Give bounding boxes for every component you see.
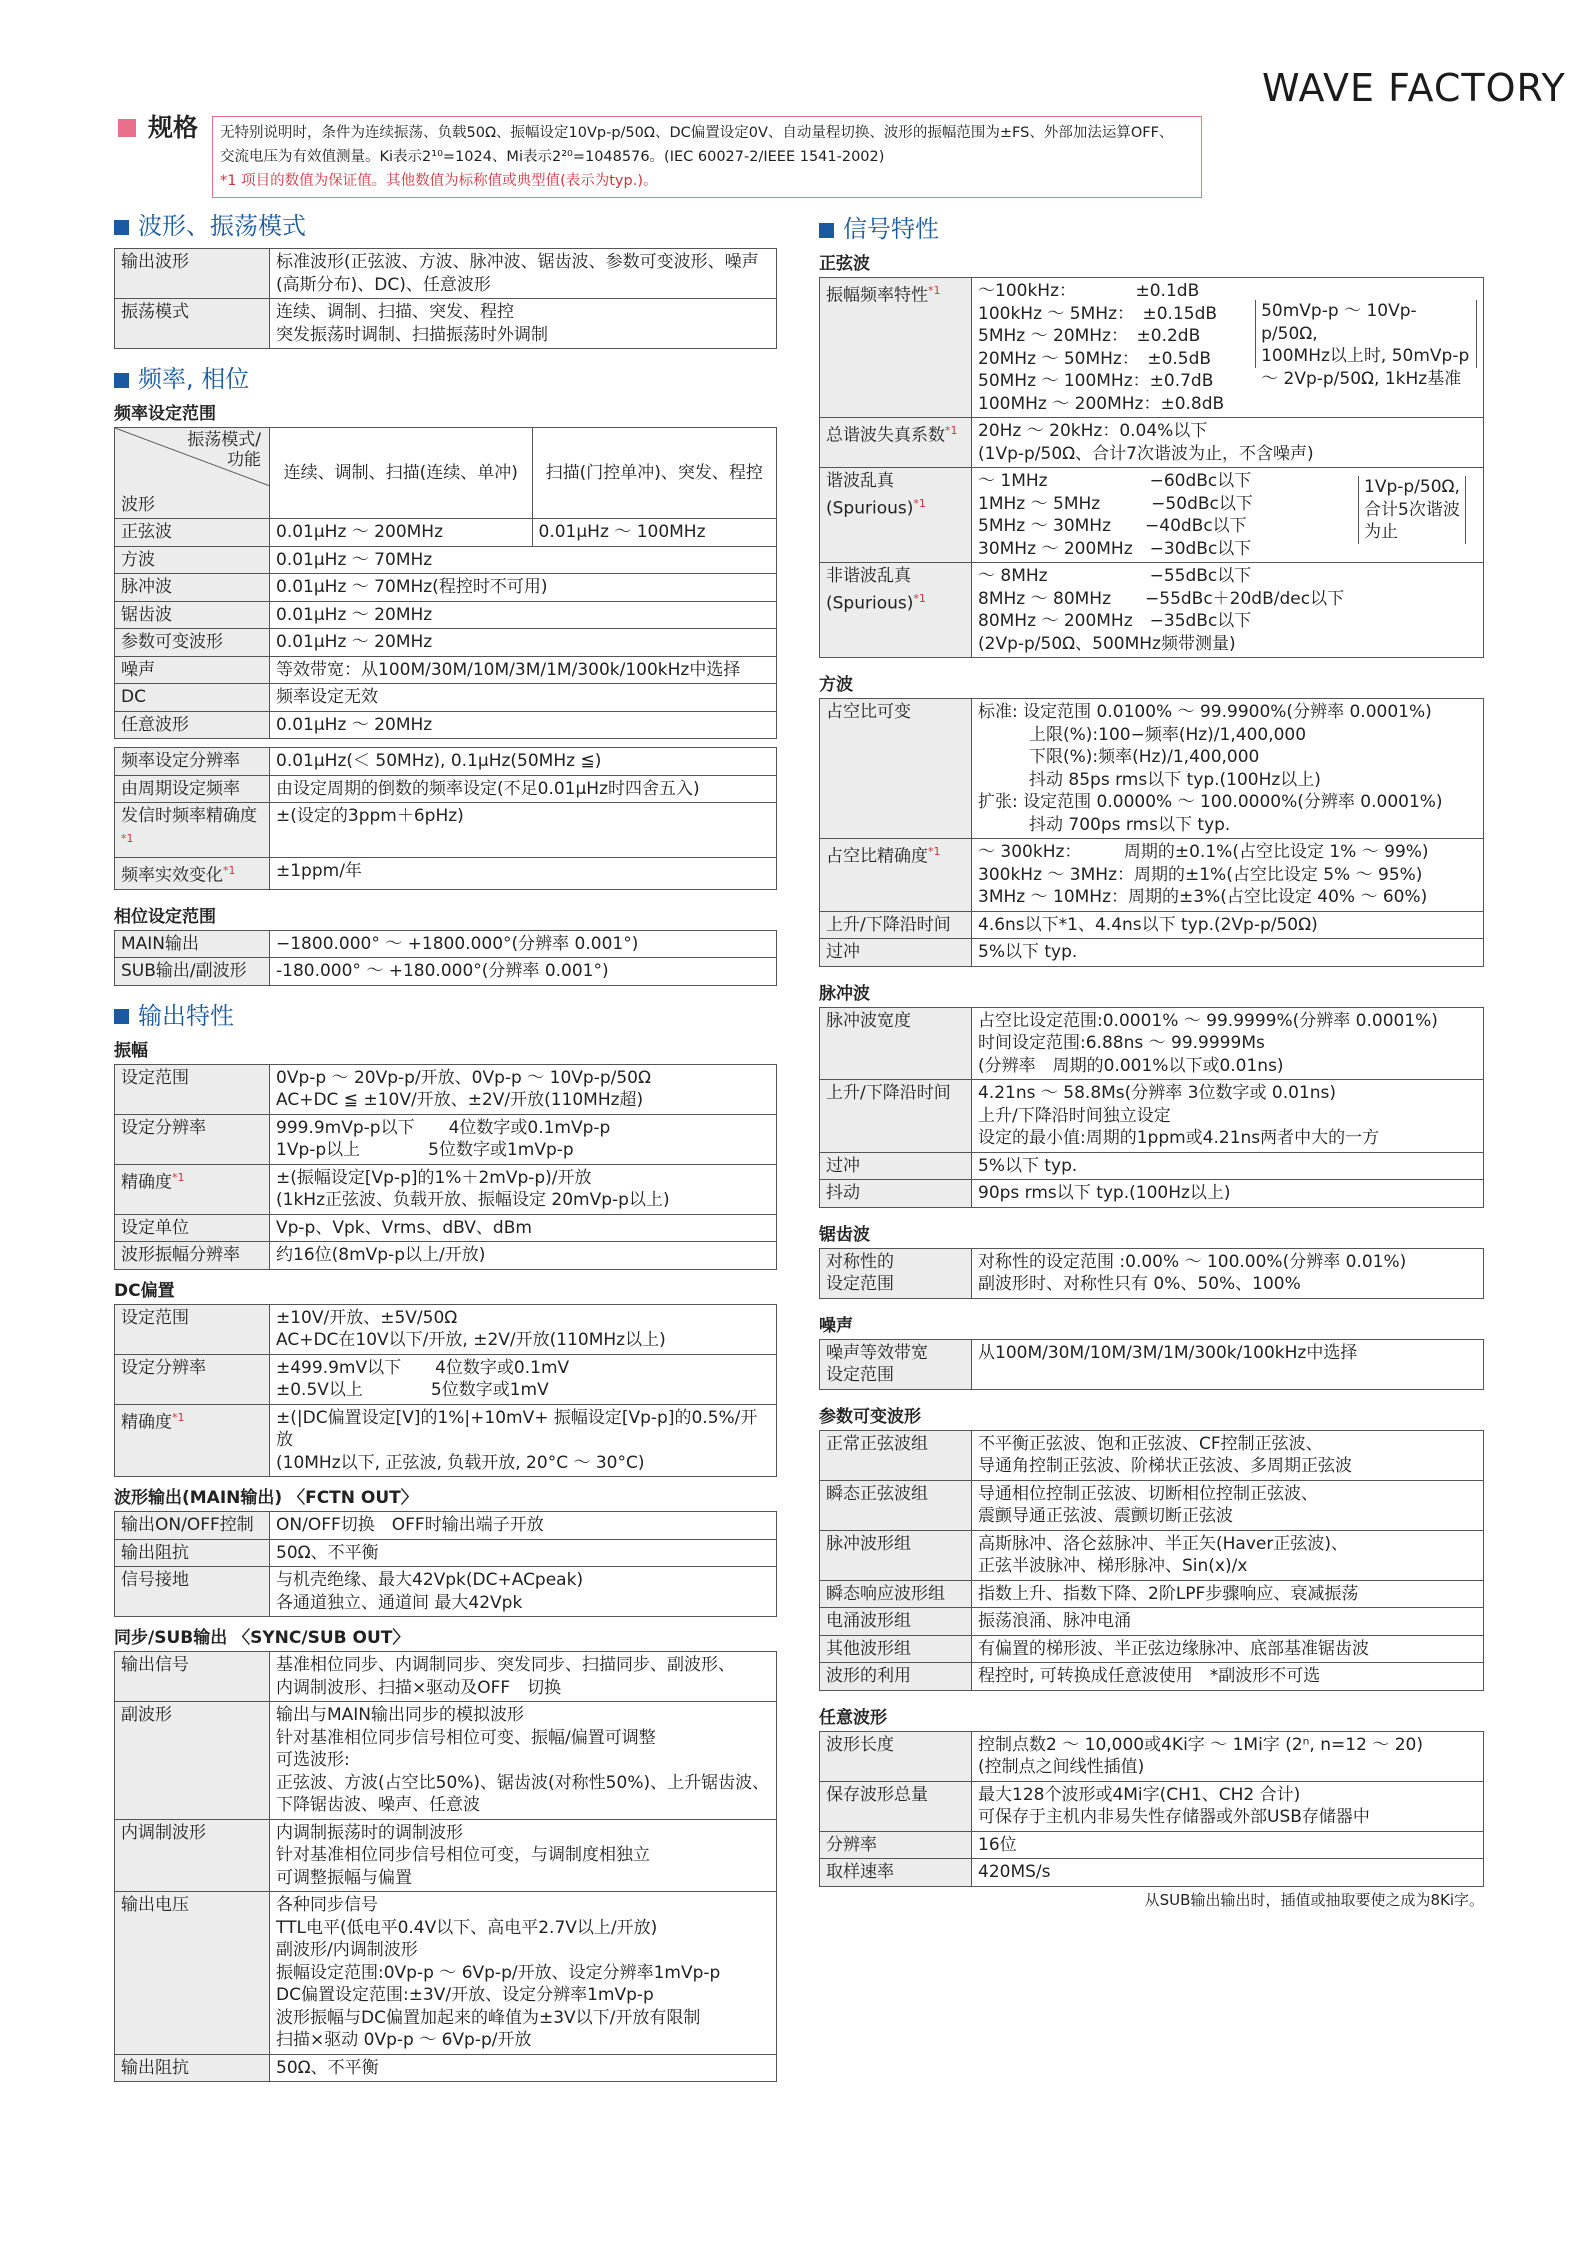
- table-row: [115, 748, 777, 776]
- table-row: [115, 546, 777, 574]
- row-value: 占空比设定范围:0.0001% ～ 99.9999%(分辨率 0.0001%) 时间设定范围:6.88ns ～ 99.9999Ms (分辨率 周期的0.001%以下或0.01ns): [972, 1007, 1484, 1080]
- row-note: 50mVp-p ～ 10Vp-p/50Ω, 100MHz以上时, 50mVp-p ～ 2Vp-p/50Ω, 1kHz基准: [1255, 300, 1477, 368]
- table-row: [820, 278, 1484, 418]
- row-key-label: 瞬态正弦波组: [826, 1483, 928, 1504]
- table-row: [820, 1859, 1484, 1887]
- row-key-label: 锯齿波: [121, 604, 172, 625]
- section-heading: [114, 363, 777, 397]
- row-key-label: 振荡模式: [121, 302, 189, 322]
- row-value: 0.01μHz(＜ 50MHz), 0.1μHz(50MHz ≦): [270, 748, 777, 776]
- table-row: [115, 803, 777, 858]
- row-value: 4.6ns以下*1、4.4ns以下 typ.(2Vp-p/50Ω): [972, 911, 1484, 939]
- row-value: 20Hz ～ 20kHz：0.04%以下 (1Vp-p/50Ω、合计7次谐波为止，不含噪声): [972, 418, 1484, 468]
- row-key-label: 抖动: [826, 1183, 860, 1203]
- row-key-label: 副波形: [121, 1705, 172, 1726]
- row-key: [115, 684, 270, 712]
- row-key-label: 脉冲波形组: [826, 1533, 911, 1554]
- row-key: [115, 775, 270, 803]
- table-row: [820, 418, 1484, 468]
- section-title: 波形、振荡模式: [138, 212, 306, 241]
- row-key-label: 内调制波形: [121, 1822, 206, 1843]
- row-key: [115, 1164, 270, 1214]
- row-key: [115, 2054, 270, 2082]
- subsection-title: 脉冲波: [819, 983, 870, 1004]
- row-value: 0Vp-p ～ 20Vp-p/开放、0Vp-p ～ 10Vp-p/50Ω AC+DC ≦ ±10V/开放、±2V/开放(110MHz超): [270, 1064, 777, 1114]
- row-value: ～ 8MHz −55dBc以下 8MHz ～ 80MHz −55dBc＋20dB/dec以下 80MHz ～ 200MHz −35dBc以下 (2Vp-p/50Ω、500MHz频带测量): [972, 563, 1484, 658]
- spec-note-line: *1 项目的数值为保证值。其他数值为标称值或典型值(表示为typ.)。: [220, 173, 658, 189]
- row-value: 对称性的设定范围 :0.00% ～ 100.00%(分辨率 0.01%) 副波形时、对称性只有 0%、50%、100%: [972, 1248, 1484, 1298]
- table-row: [820, 839, 1484, 912]
- table-row: [820, 1248, 1484, 1298]
- table-row: [115, 656, 777, 684]
- row-key-label: 振幅频率特性: [826, 285, 928, 306]
- spec-table: [819, 698, 1484, 967]
- spec-table: [114, 1064, 777, 1270]
- section-square-icon: [819, 223, 834, 238]
- row-key: [820, 278, 972, 418]
- row-value: ±1ppm/年: [270, 857, 777, 889]
- row-key-label: 频率实效变化: [121, 865, 223, 886]
- table-row: [115, 1702, 777, 1820]
- spec-square-icon: [118, 119, 136, 137]
- table-row: [820, 1152, 1484, 1180]
- row-value: 420MS/s: [972, 1859, 1484, 1887]
- brand-logo: WAVE FACTORY: [1262, 66, 1566, 110]
- row-key: [115, 249, 270, 299]
- row-key-label: 任意波形: [121, 714, 189, 735]
- row-value: 程控时, 可转换成任意波使用 *副波形不可选: [972, 1663, 1484, 1691]
- table-row: [115, 629, 777, 657]
- table-row: [115, 1819, 777, 1892]
- table-row: [115, 775, 777, 803]
- row-key-label: 精确度: [121, 1412, 172, 1433]
- row-value: 基准相位同步、内调制同步、突发同步、扫描同步、副波形、 内调制波形、扫描×驱动及OFF 切换: [270, 1652, 777, 1702]
- row-key-label: 谐波乱真 (Spurious): [826, 471, 914, 519]
- row-key-label: 方波: [121, 549, 155, 570]
- row-value: 0.01μHz ～ 70MHz: [270, 546, 777, 574]
- row-key-label: 脉冲波宽度: [826, 1010, 911, 1031]
- table-row: [820, 1731, 1484, 1781]
- row-key: [115, 656, 270, 684]
- subsection-title: 噪声: [819, 1315, 853, 1336]
- row-key-label: 波形振幅分辨率: [121, 1245, 240, 1266]
- row-key-label: 瞬态响应波形组: [826, 1583, 945, 1604]
- row-key-label: 设定分辨率: [121, 1357, 206, 1378]
- spec-table: [819, 1430, 1484, 1691]
- row-key: [820, 1339, 972, 1389]
- row-key-label: 设定分辨率: [121, 1117, 206, 1138]
- row-value: 振荡浪涌、脉冲电涌: [972, 1608, 1484, 1636]
- corner-header-top: 振荡模式/ 功能: [187, 430, 261, 470]
- table-row: [115, 1539, 777, 1567]
- row-key: [115, 1214, 270, 1242]
- row-note: 1Vp-p/50Ω, 合计5次谐波 为止: [1358, 476, 1466, 544]
- row-key-label: 参数可变波形: [121, 632, 223, 652]
- row-value: ±(振幅设定[Vp-p]的1%＋2mVp-p)/开放 (1kHz正弦波、负载开放、振幅设定 20mVp-p以上): [270, 1164, 777, 1214]
- section-square-icon: [114, 1009, 129, 1024]
- section-heading: [114, 210, 777, 244]
- table-row: [115, 1892, 777, 2055]
- row-value: 导通相位控制正弦波、切断相位控制正弦波、 震颤导通正弦波、震颤切断正弦波: [972, 1480, 1484, 1530]
- row-value: 4.21ns ～ 58.8Ms(分辨率 3位数字或 0.01ns) 上升/下降沿时间独立设定 设定的最小值:周期的1ppm或4.21ns两者中大的一方: [972, 1080, 1484, 1153]
- spec-table: [114, 1651, 777, 2082]
- row-key: [115, 711, 270, 739]
- row-value: 约16位(8mVp-p以上/开放): [270, 1242, 777, 1270]
- row-value: 0.01μHz ～ 20MHz: [270, 711, 777, 739]
- row-key: [115, 1404, 270, 1477]
- row-key: [115, 1512, 270, 1540]
- table-row: [115, 958, 777, 986]
- row-key: [820, 1580, 972, 1608]
- spec-table: [114, 930, 777, 986]
- row-value: −1800.000° ～ +1800.000°(分辨率 0.001°): [270, 930, 777, 958]
- row-key: [115, 629, 270, 657]
- row-key-label: 设定单位: [121, 1217, 189, 1238]
- row-value: 与机壳绝缘、最大42Vpk(DC+ACpeak) 各通道独立、通道间 最大42Vpk: [270, 1567, 777, 1617]
- spec-table: [114, 1304, 777, 1478]
- spec-table: [819, 1007, 1484, 1208]
- spec-note-line: 交流电压为有效值测量。Ki表示2¹⁰=1024、Mi表示2²⁰=1048576。(IEC 60027-2/IEEE 1541-2002): [220, 149, 885, 165]
- row-value: [972, 278, 1484, 418]
- row-value: 16位: [972, 1831, 1484, 1859]
- guarantee-mark: *1: [172, 1410, 185, 1424]
- table-row: [115, 1214, 777, 1242]
- row-value: 频率设定无效: [270, 684, 777, 712]
- row-key-label: 输出ON/OFF控制: [121, 1515, 254, 1536]
- row-value: 由设定周期的倒数的频率设定(不足0.01μHz时四舍五入): [270, 775, 777, 803]
- row-key: [820, 468, 972, 563]
- row-key: [820, 1180, 972, 1208]
- row-key: [115, 1354, 270, 1404]
- guarantee-mark: *1: [913, 496, 926, 510]
- row-key-label: 保存波形总量: [826, 1784, 928, 1805]
- row-value: 5%以下 typ.: [972, 1152, 1484, 1180]
- row-value: 90ps rms以下 typ.(100Hz以上): [972, 1180, 1484, 1208]
- table-row: [115, 2054, 777, 2082]
- row-key: [115, 1539, 270, 1567]
- row-key: [115, 1242, 270, 1270]
- column-header: 连续、调制、扫描(连续、单冲): [270, 428, 533, 519]
- row-value: ±(|DC偏置设定[V]的1%|+10mV+ 振幅设定[Vp-p]的0.5%/开放 (10MHz以下, 正弦波, 负载开放, 20°C ～ 30°C): [270, 1404, 777, 1477]
- row-key-label: 噪声等效带宽 设定范围: [826, 1342, 928, 1385]
- row-key: [820, 418, 972, 468]
- sine-table: [819, 277, 1484, 658]
- table-row: [115, 930, 777, 958]
- row-key: [115, 519, 270, 547]
- row-value: ～ 300kHz： 周期的±0.1%(占空比设定 1% ～ 99%) 300kHz ～ 3MHz：周期的±1%(占空比设定 5% ～ 95%) 3MHz ～ 10MHz：周期的±3%(占空比设定 40% ～ 60%): [972, 839, 1484, 912]
- spec-note: [212, 116, 1202, 198]
- row-key-label: 脉冲波: [121, 577, 172, 597]
- row-key: [115, 1567, 270, 1617]
- table-row: [820, 1831, 1484, 1859]
- row-key: [115, 1652, 270, 1702]
- row-key-label: 分辨率: [826, 1834, 877, 1855]
- section-square-icon: [114, 373, 129, 388]
- table-row: [115, 1512, 777, 1540]
- section-title: 输出特性: [138, 1002, 234, 1031]
- table-row: [115, 1242, 777, 1270]
- subsection-title: 相位设定范围: [114, 906, 216, 927]
- row-key-label: 噪声: [121, 659, 155, 680]
- row-key-label: 正常正弦波组: [826, 1433, 928, 1454]
- table-row: [820, 1781, 1484, 1831]
- row-key-label: 上升/下降沿时间: [826, 1083, 951, 1103]
- section-title: 频率, 相位: [138, 365, 250, 394]
- row-key-label: SUB输出/副波形: [121, 961, 247, 982]
- row-value: 控制点数2 ～ 10,000或4Ki字 ～ 1Mi字 (2ⁿ, n=12 ～ 20) (控制点之间线性插值): [972, 1731, 1484, 1781]
- row-key-label: 由周期设定频率: [121, 778, 240, 799]
- row-key-label: 精确度: [121, 1172, 172, 1193]
- table-row: [115, 1404, 777, 1477]
- row-key-label: 上升/下降沿时间: [826, 914, 951, 935]
- table-row: [115, 601, 777, 629]
- row-key-label: 设定范围: [121, 1067, 189, 1088]
- row-key: [115, 1114, 270, 1164]
- subsection-title: DC偏置: [114, 1280, 175, 1301]
- spec-table: [114, 248, 777, 349]
- row-key-label: 总谐波失真系数: [826, 425, 945, 446]
- row-value: 指数上升、指数下降、2阶LPF步骤响应、衰减振荡: [972, 1580, 1484, 1608]
- section-heading: [114, 1000, 777, 1034]
- table-row: [820, 468, 1484, 563]
- row-value-text: ～100kHz： ±0.1dB 100kHz ～ 5MHz： ±0.15dB 5MHz ～ 20MHz： ±0.2dB 20MHz ～ 50MHz： ±0.5dB 50MHz ～ 100MHz：±0.7dB 100MHz ～ 200MHz：±0.8dB: [978, 281, 1225, 414]
- table-row: [115, 249, 777, 299]
- row-value: 标准: 设定范围 0.0100% ～ 99.9900%(分辨率 0.0001%) 上限(%):100−频率(Hz)/1,400,000 下限(%):频率(Hz)/1,400,000 抖动 85ps rms以下 typ.(100Hz以上) 扩张: 设定范围 0.0000% ～ 100.0000%(分辨率 0.0001%) 抖动 700ps rms以下 typ.: [972, 699, 1484, 839]
- row-value: 标准波形(正弦波、方波、脉冲波、锯齿波、参数可变波形、噪声 (高斯分布)、DC)、任意波形: [270, 249, 777, 299]
- table-row: [820, 1007, 1484, 1080]
- table-row: [820, 1180, 1484, 1208]
- table-row: [115, 684, 777, 712]
- table-row: [820, 1339, 1484, 1389]
- table-row: [115, 1652, 777, 1702]
- row-key: [820, 1248, 972, 1298]
- table-row: [820, 1580, 1484, 1608]
- row-key: [820, 1430, 972, 1480]
- table-row: [820, 563, 1484, 658]
- subsection-title: 频率设定范围: [114, 404, 216, 424]
- row-key: [115, 601, 270, 629]
- row-value: 输出与MAIN输出同步的模拟波形 针对基准相位同步信号相位可变、振幅/偏置可调整 可选波形: 正弦波、方波(占空比50%)、锯齿波(对称性50%)、上升锯齿波、 下降锯齿波、噪声、任意波: [270, 1702, 777, 1820]
- row-key-label: 发信时频率精确度: [121, 806, 257, 826]
- table-row: [115, 857, 777, 889]
- subsection-title: 波形输出(MAIN输出) 〈FCTN OUT〉: [114, 1488, 418, 1509]
- table-row: [115, 711, 777, 739]
- table-row: [820, 939, 1484, 967]
- row-key-label: 占空比精确度: [826, 846, 928, 867]
- row-key: [115, 803, 270, 858]
- subsection-title: 正弦波: [819, 254, 870, 274]
- row-value: 0.01μHz ～ 70MHz(程控时不可用): [270, 574, 777, 602]
- row-key: [820, 1608, 972, 1636]
- row-key-label: MAIN输出: [121, 933, 200, 954]
- row-value: 高斯脉冲、洛仑兹脉冲、半正矢(Haver正弦波)、 正弦半波脉冲、梯形脉冲、Sin(x)/x: [972, 1530, 1484, 1580]
- row-key: [115, 1702, 270, 1820]
- row-key-label: 波形长度: [826, 1734, 894, 1755]
- freq-range-table: [114, 427, 777, 739]
- row-key: [820, 1152, 972, 1180]
- section-title: 信号特性: [843, 215, 939, 244]
- row-key: [820, 839, 972, 912]
- table-row: [820, 1635, 1484, 1663]
- row-key-label: 过冲: [826, 1155, 860, 1176]
- footnote: 从SUB输出输出时，插值或抽取要使之成为8Ki字。: [1144, 1890, 1484, 1909]
- row-key-label: DC: [121, 687, 146, 707]
- row-key-label: 波形的利用: [826, 1666, 911, 1686]
- row-value: ON/OFF切换 OFF时输出端子开放: [270, 1512, 777, 1540]
- row-key-label: 频率设定分辨率: [121, 751, 240, 771]
- table-row: [820, 1663, 1484, 1691]
- row-key-label: 输出信号: [121, 1655, 189, 1676]
- left-column: [114, 210, 777, 2082]
- spec-table: [819, 1339, 1484, 1390]
- row-key: [820, 939, 972, 967]
- row-value: -180.000° ～ +180.000°(分辨率 0.001°): [270, 958, 777, 986]
- row-key: [115, 574, 270, 602]
- row-key-label: 过冲: [826, 942, 860, 962]
- row-key: [115, 546, 270, 574]
- spec-table: [114, 1511, 777, 1617]
- subsection-title: 锯齿波: [819, 1224, 870, 1245]
- subsection-title: 任意波形: [819, 1707, 887, 1728]
- subsection-title: 同步/SUB输出 〈SYNC/SUB OUT〉: [114, 1628, 410, 1649]
- table-row: [115, 1164, 777, 1214]
- spec-table: [819, 1248, 1484, 1299]
- row-key-label: 设定范围: [121, 1307, 189, 1328]
- guarantee-mark: *1: [121, 831, 134, 845]
- spec-table: [819, 1731, 1484, 1887]
- row-key: [820, 1781, 972, 1831]
- guarantee-mark: *1: [945, 424, 958, 437]
- section-heading: [819, 213, 1484, 247]
- row-value: 最大128个波形或4Mi字(CH1、CH2 合计) 可保存于主机内非易失性存储器或外部USB存储器中: [972, 1781, 1484, 1831]
- spec-note-line: 无特别说明时，条件为连续振荡、负载50Ω、振幅设定10Vp-p/50Ω、DC偏置设定0V、自动量程切换、波形的振幅范围为±FS、外部加法运算OFF、: [220, 125, 1174, 141]
- row-value: 有偏置的梯形波、半正弦边缘脉冲、底部基准锯齿波: [972, 1635, 1484, 1663]
- section-square-icon: [114, 220, 129, 235]
- guarantee-mark: *1: [172, 1170, 185, 1184]
- row-key-label: 其他波形组: [826, 1638, 911, 1659]
- table-row: [820, 699, 1484, 839]
- row-key-label: 电涌波形组: [826, 1611, 911, 1631]
- row-key-label: 输出波形: [121, 252, 189, 272]
- row-value: Vp-p、Vpk、Vrms、dBV、dBm: [270, 1214, 777, 1242]
- table-row: [115, 299, 777, 349]
- row-value-text: ～ 1MHz −60dBc以下 1MHz ～ 5MHz −50dBc以下 5MHz ～ 30MHz −40dBc以下 30MHz ～ 200MHz −30dBc以下: [978, 471, 1253, 559]
- table-row: [115, 1064, 777, 1114]
- table-row: [115, 519, 777, 547]
- row-key: [115, 930, 270, 958]
- row-key: [115, 1819, 270, 1892]
- row-key: [115, 748, 270, 776]
- row-value: 5%以下 typ.: [972, 939, 1484, 967]
- row-key: [115, 857, 270, 889]
- row-key: [820, 563, 972, 658]
- row-key: [115, 1304, 270, 1354]
- row-key-label: 输出阻抗: [121, 2057, 189, 2078]
- row-key-label: 信号接地: [121, 1570, 189, 1591]
- row-value: 0.01μHz ～ 200MHz: [270, 519, 533, 547]
- guarantee-mark: *1: [928, 284, 941, 297]
- row-key-label: 取样速率: [826, 1862, 894, 1882]
- row-value: ±499.9mV以下 4位数字或0.1mV ±0.5V以上 5位数字或1mV: [270, 1354, 777, 1404]
- spec-heading: [118, 112, 198, 145]
- row-key-label: 输出电压: [121, 1895, 189, 1916]
- row-key: [820, 1663, 972, 1691]
- row-value: 50Ω、不平衡: [270, 2054, 777, 2082]
- row-value: 不平衡正弦波、饱和正弦波、CF控制正弦波、 导通角控制正弦波、阶梯状正弦波、多周期正弦波: [972, 1430, 1484, 1480]
- row-key: [820, 1635, 972, 1663]
- table-row: [820, 1530, 1484, 1580]
- row-key: [820, 1859, 972, 1887]
- row-value: ±(设定的3ppm＋6pHz): [270, 803, 777, 858]
- spec-table: [114, 747, 777, 890]
- table-row: [115, 1354, 777, 1404]
- row-value: 50Ω、不平衡: [270, 1539, 777, 1567]
- row-key-label: 占空比可变: [826, 702, 911, 722]
- row-key-label: 输出阻抗: [121, 1542, 189, 1563]
- row-value: ±10V/开放、±5V/50Ω AC+DC在10V以下/开放, ±2V/开放(110MHz以上): [270, 1304, 777, 1354]
- row-key: [820, 1007, 972, 1080]
- row-value: 0.01μHz ～ 100MHz: [532, 519, 776, 547]
- table-row: [115, 574, 777, 602]
- subsection-title: 方波: [819, 675, 853, 695]
- row-value: 连续、调制、扫描、突发、程控 突发振荡时调制、扫描振荡时外调制: [270, 299, 777, 349]
- row-key: [115, 1064, 270, 1114]
- table-row: [115, 1304, 777, 1354]
- spec-title: 规格: [148, 113, 199, 142]
- row-value: 0.01μHz ～ 20MHz: [270, 629, 777, 657]
- table-row: [820, 1608, 1484, 1636]
- table-row: [115, 1114, 777, 1164]
- row-key: [820, 699, 972, 839]
- row-value: [972, 468, 1484, 563]
- row-value: 0.01μHz ～ 20MHz: [270, 601, 777, 629]
- guarantee-mark: *1: [928, 845, 941, 858]
- row-value: 等效带宽：从100M/30M/10M/3M/1M/300k/100kHz中选择: [270, 656, 777, 684]
- guarantee-mark: *1: [223, 863, 236, 877]
- row-value: 从100M/30M/10M/3M/1M/300k/100kHz中选择: [972, 1339, 1484, 1389]
- right-column: [819, 213, 1484, 1910]
- row-key-label: 对称性的 设定范围: [826, 1251, 894, 1294]
- row-key: [115, 958, 270, 986]
- row-key: [820, 911, 972, 939]
- row-key: [820, 1480, 972, 1530]
- table-row: [115, 428, 777, 519]
- row-key: [820, 1831, 972, 1859]
- row-key-label: 非谐波乱真 (Spurious): [826, 566, 914, 614]
- row-key: [820, 1530, 972, 1580]
- subsection-title: 参数可变波形: [819, 1406, 921, 1427]
- row-value: 各种同步信号 TTL电平(低电平0.4V以下、高电平2.7V以上/开放) 副波形/内调制波形 振幅设定范围:0Vp-p ～ 6Vp-p/开放、设定分辨率1mVp-p DC偏置设定范围:±3V/开放、设定分辨率1mVp-p 波形振幅与DC偏置加起来的峰值为±3V以下/开放有限制 扫描×驱动 0Vp-p ～ 6Vp-p/开放: [270, 1892, 777, 2055]
- row-value: 999.9mVp-p以下 4位数字或0.1mVp-p 1Vp-p以上 5位数字或1mVp-p: [270, 1114, 777, 1164]
- table-row: [115, 1567, 777, 1617]
- guarantee-mark: *1: [913, 591, 926, 605]
- row-key: [820, 1080, 972, 1153]
- table-row: [820, 1430, 1484, 1480]
- table-row: [820, 1480, 1484, 1530]
- subsection-title: 振幅: [114, 1040, 148, 1061]
- column-header: 扫描(门控单冲)、突发、程控: [532, 428, 776, 519]
- corner-header: [115, 428, 270, 519]
- table-row: [820, 1080, 1484, 1153]
- row-key: [115, 1892, 270, 2055]
- row-key: [115, 299, 270, 349]
- row-value: 内调制振荡时的调制波形 针对基准相位同步信号相位可变，与调制度相独立 可调整振幅与偏置: [270, 1819, 777, 1892]
- corner-header-bottom: 波形: [121, 494, 155, 515]
- table-row: [820, 911, 1484, 939]
- row-key-label: 正弦波: [121, 522, 172, 542]
- row-key: [820, 1731, 972, 1781]
